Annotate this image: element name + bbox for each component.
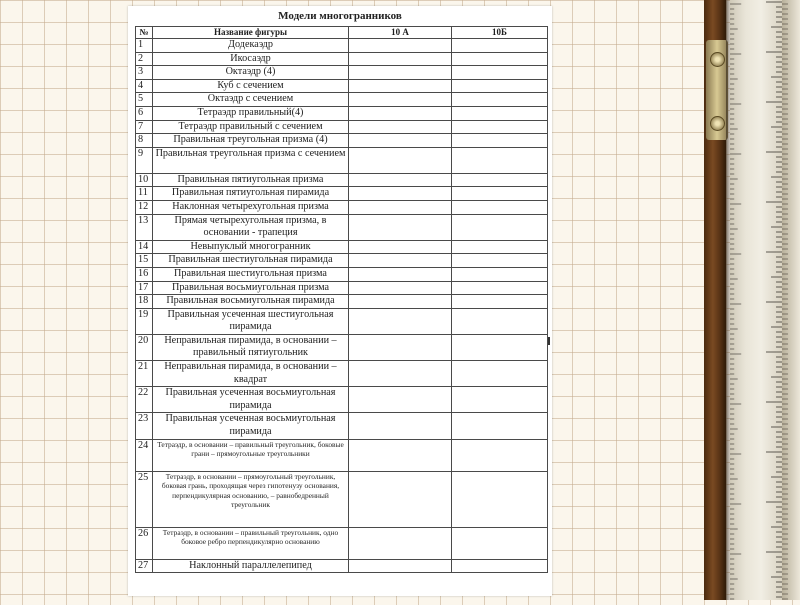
figure-name: Правильная треугольная призма с сечением <box>153 147 349 173</box>
table-row <box>136 240 548 254</box>
row-number: 3 <box>136 66 153 80</box>
table-row <box>136 527 548 559</box>
cell-10b <box>452 471 548 527</box>
cell-10b <box>452 134 548 148</box>
row-number: 23 <box>136 413 153 439</box>
table-row <box>136 93 548 107</box>
cell-10b <box>452 254 548 268</box>
row-number: 17 <box>136 281 153 295</box>
row-number: 21 <box>136 361 153 387</box>
figure-name: Прямая четырехугольная призма, в основании - трапеция <box>153 214 349 240</box>
figure-name: Тетраэдр правильный с сечением <box>153 120 349 134</box>
cell-10a <box>349 471 452 527</box>
cell-10a <box>349 200 452 214</box>
row-number: 16 <box>136 267 153 281</box>
cell-10b <box>452 120 548 134</box>
header-10b: 10Б <box>452 27 548 39</box>
table-row <box>136 147 548 173</box>
figure-name: Тетраэдр правильный(4) <box>153 106 349 120</box>
row-number: 14 <box>136 240 153 254</box>
row-number: 22 <box>136 387 153 413</box>
ruler-scale <box>730 0 782 600</box>
cell-10b <box>452 527 548 559</box>
cell-10a <box>349 295 452 309</box>
cell-10b <box>452 66 548 80</box>
row-number: 13 <box>136 214 153 240</box>
screw-icon <box>710 52 725 67</box>
row-number: 1 <box>136 39 153 53</box>
figure-name: Правильная усеченная восьмиугольная пирамида <box>153 413 349 439</box>
figure-name: Неправильная пирамида, в основании – квадрат <box>153 361 349 387</box>
cursor-mark <box>548 337 550 345</box>
table-row <box>136 334 548 360</box>
figure-name: Тетраэдр, в основании – прямоугольный треугольник, боковая грань, проходящая через гипотенузу основания, перпендикулярная основанию, – равнобедренный треугольник <box>153 471 349 527</box>
row-number: 18 <box>136 295 153 309</box>
ruler-edge <box>782 0 800 600</box>
table-header-row <box>136 27 548 39</box>
models-table <box>135 26 548 573</box>
cell-10a <box>349 120 452 134</box>
figure-name: Наклонный параллелепипед <box>153 559 349 573</box>
figure-name: Неправильная пирамида, в основании – правильный пятиугольник <box>153 334 349 360</box>
cell-10a <box>349 267 452 281</box>
figure-name: Правильная треугольная призма (4) <box>153 134 349 148</box>
cell-10a <box>349 240 452 254</box>
cell-10a <box>349 39 452 53</box>
cell-10a <box>349 413 452 439</box>
row-number: 5 <box>136 93 153 107</box>
cell-10b <box>452 387 548 413</box>
cell-10a <box>349 361 452 387</box>
cell-10a <box>349 79 452 93</box>
cell-10a <box>349 308 452 334</box>
table-row <box>136 254 548 268</box>
document-page <box>128 6 552 596</box>
cell-10b <box>452 106 548 120</box>
cell-10b <box>452 200 548 214</box>
table-row <box>136 267 548 281</box>
cell-10a <box>349 134 452 148</box>
cell-10b <box>452 147 548 173</box>
figure-name: Правильная шестиугольная призма <box>153 267 349 281</box>
cell-10a <box>349 106 452 120</box>
cell-10b <box>452 39 548 53</box>
cell-10b <box>452 52 548 66</box>
cell-10a <box>349 559 452 573</box>
figure-name: Правильная пятиугольная призма <box>153 173 349 187</box>
table-row <box>136 106 548 120</box>
figure-name: Правильная усеченная шестиугольная пирамида <box>153 308 349 334</box>
cell-10a <box>349 187 452 201</box>
figure-name: Куб с сечением <box>153 79 349 93</box>
table-row <box>136 187 548 201</box>
row-number: 2 <box>136 52 153 66</box>
figure-name: Правильная усеченная восьмиугольная пирамида <box>153 387 349 413</box>
cell-10a <box>349 281 452 295</box>
row-number: 4 <box>136 79 153 93</box>
figure-name: Правильная шестиугольная пирамида <box>153 254 349 268</box>
table-row <box>136 200 548 214</box>
header-10a: 10 А <box>349 27 452 39</box>
figure-name: Додекаэдр <box>153 39 349 53</box>
row-number: 19 <box>136 308 153 334</box>
row-number: 6 <box>136 106 153 120</box>
row-number: 24 <box>136 439 153 471</box>
row-number: 10 <box>136 173 153 187</box>
cell-10b <box>452 93 548 107</box>
figure-name: Правильная восьмиугольная пирамида <box>153 295 349 309</box>
row-number: 9 <box>136 147 153 173</box>
cell-10a <box>349 173 452 187</box>
table-row <box>136 52 548 66</box>
table-row <box>136 439 548 471</box>
table-row <box>136 387 548 413</box>
document-title: Модели многогранников <box>278 10 402 22</box>
table-row <box>136 79 548 93</box>
cell-10a <box>349 334 452 360</box>
table-row <box>136 120 548 134</box>
cell-10a <box>349 52 452 66</box>
cell-10b <box>452 187 548 201</box>
cell-10b <box>452 559 548 573</box>
cell-10a <box>349 387 452 413</box>
figure-name: Икосаэдр <box>153 52 349 66</box>
table-row <box>136 471 548 527</box>
header-name: Название фигуры <box>153 27 349 39</box>
figure-name: Октаэдр (4) <box>153 66 349 80</box>
cell-10b <box>452 173 548 187</box>
row-number: 8 <box>136 134 153 148</box>
table-row <box>136 134 548 148</box>
table-row <box>136 173 548 187</box>
cell-10b <box>452 240 548 254</box>
cell-10a <box>349 214 452 240</box>
table-row <box>136 413 548 439</box>
figure-name: Октаэдр с сечением <box>153 93 349 107</box>
header-num: № <box>136 27 153 39</box>
row-number: 12 <box>136 200 153 214</box>
cell-10a <box>349 254 452 268</box>
cell-10b <box>452 295 548 309</box>
cell-10a <box>349 147 452 173</box>
figure-name: Тетраэдр, в основании – правильный треугольник, боковые грани – прямоугольные треугольники <box>153 439 349 471</box>
cell-10a <box>349 527 452 559</box>
figure-name: Наклонная четырехугольная призма <box>153 200 349 214</box>
figure-name: Правильная восьмиугольная призма <box>153 281 349 295</box>
row-number: 20 <box>136 334 153 360</box>
row-number: 7 <box>136 120 153 134</box>
figure-name: Невыпуклый многогранник <box>153 240 349 254</box>
ruler-edge-ticks <box>782 0 800 600</box>
table-row <box>136 39 548 53</box>
row-number: 11 <box>136 187 153 201</box>
table-row <box>136 66 548 80</box>
cell-10b <box>452 413 548 439</box>
cell-10b <box>452 361 548 387</box>
row-number: 27 <box>136 559 153 573</box>
table-row <box>136 308 548 334</box>
cell-10b <box>452 334 548 360</box>
ruler-ticks <box>730 0 782 600</box>
row-number: 15 <box>136 254 153 268</box>
screw-icon <box>710 116 725 131</box>
cell-10a <box>349 439 452 471</box>
cell-10b <box>452 79 548 93</box>
cell-10b <box>452 308 548 334</box>
figure-name: Правильная пятиугольная пирамида <box>153 187 349 201</box>
figure-name: Тетраэдр, в основании – правильный треугольник, одно боковое ребро перпендикулярно основанию <box>153 527 349 559</box>
cell-10b <box>452 267 548 281</box>
cell-10b <box>452 439 548 471</box>
cell-10a <box>349 93 452 107</box>
cell-10b <box>452 214 548 240</box>
table-row <box>136 295 548 309</box>
table-row <box>136 559 548 573</box>
table-row <box>136 281 548 295</box>
cell-10b <box>452 281 548 295</box>
table-row <box>136 214 548 240</box>
table-row <box>136 361 548 387</box>
row-number: 25 <box>136 471 153 527</box>
row-number: 26 <box>136 527 153 559</box>
cell-10a <box>349 66 452 80</box>
